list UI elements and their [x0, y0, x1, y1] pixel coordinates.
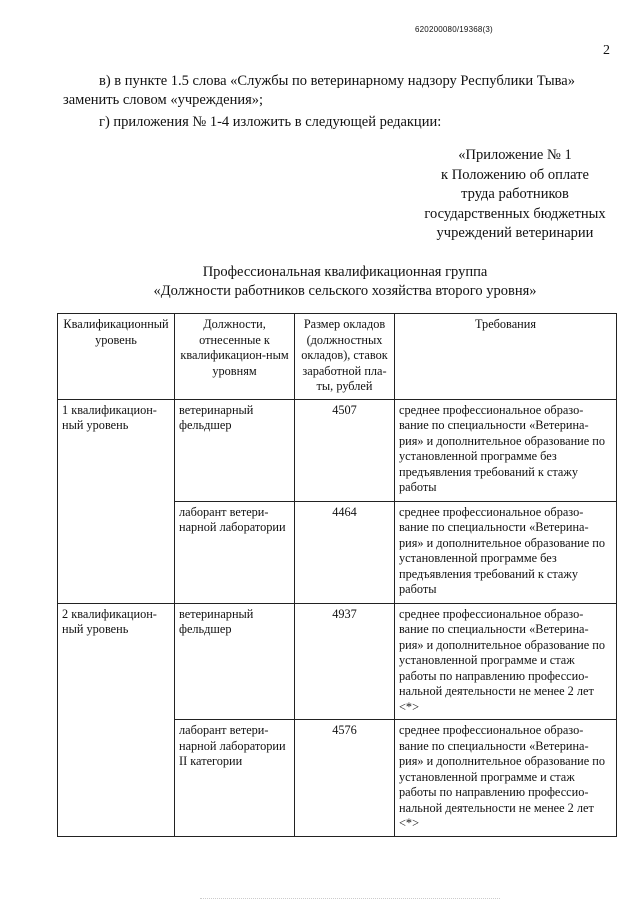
paragraph-v — [63, 72, 615, 110]
header-positions: Должности, отнесенные к квалификацион-ным уровням — [175, 314, 295, 400]
table-header-row — [58, 314, 617, 400]
salary-cell: 4507 — [295, 399, 395, 501]
scan-artifact-line — [200, 898, 500, 902]
table-row — [58, 399, 617, 501]
position-cell: лаборант ветери-нарной лаборатории — [175, 501, 295, 603]
page-number: 2 — [603, 43, 610, 58]
header-requirements: Требования — [395, 314, 617, 400]
appendix-line: учреждений ветеринарии — [436, 225, 594, 241]
requirements-cell: среднее профессиональное образо-вание по специальности «Ветерина-рия» и дополнительное образование по установленной программе без предъявления требований к стажу работы — [395, 399, 617, 501]
paragraph-g-text: г) приложения № 1-4 изложить в следующей редакции: — [99, 114, 442, 130]
paragraph-v-text: в) в пункте 1.5 слова «Службы по ветеринарному надзору Республики Тыва» заменить словом «учреждения»; — [63, 73, 575, 108]
appendix-line: труда работников — [461, 186, 569, 202]
requirements-cell: среднее профессиональное образо-вание по специальности «Ветерина-рия» и дополнительное образование по установленной программе и стаж работы по направлению профессио-нальной деятельности не менее 2 лет <*> — [395, 720, 617, 837]
requirements-cell: среднее профессиональное образо-вание по специальности «Ветерина-рия» и дополнительное образование по установленной программе без предъявления требований к стажу работы — [395, 501, 617, 603]
position-cell: ветеринарный фельдшер — [175, 603, 295, 720]
requirements-cell: среднее профессиональное образо-вание по специальности «Ветерина-рия» и дополнительное образование по установленной программе и стаж работы по направлению профессио-нальной деятельности не менее 2 лет <*> — [395, 603, 617, 720]
salary-cell: 4576 — [295, 720, 395, 837]
document-code: 620200080/19368(3) — [415, 25, 493, 34]
appendix-heading — [390, 146, 640, 244]
position-cell: ветеринарный фельдшер — [175, 399, 295, 501]
paragraph-g — [63, 113, 615, 132]
level-cell: 2 квалификацион-ный уровень — [58, 603, 175, 836]
salary-cell: 4937 — [295, 603, 395, 720]
header-level: Квалификационный уровень — [58, 314, 175, 400]
appendix-line: к Положению об оплате — [441, 166, 589, 183]
group-title-line: «Должности работников сельского хозяйства второго уровня» — [153, 283, 537, 299]
appendix-line: «Приложение № 1 — [458, 147, 572, 163]
qualification-table — [57, 313, 617, 837]
salary-cell: 4464 — [295, 501, 395, 603]
level-cell: 1 квалификацион-ный уровень — [58, 399, 175, 603]
table-row — [58, 603, 617, 720]
header-salary: Размер окладов (должностных окладов), ставок заработной пла-ты, рублей — [295, 314, 395, 400]
position-cell: лаборант ветери-нарной лаборатории II категории — [175, 720, 295, 837]
group-title-line: Профессиональная квалификационная группа — [202, 264, 488, 280]
appendix-line: государственных бюджетных — [424, 205, 606, 222]
group-title — [40, 263, 640, 301]
